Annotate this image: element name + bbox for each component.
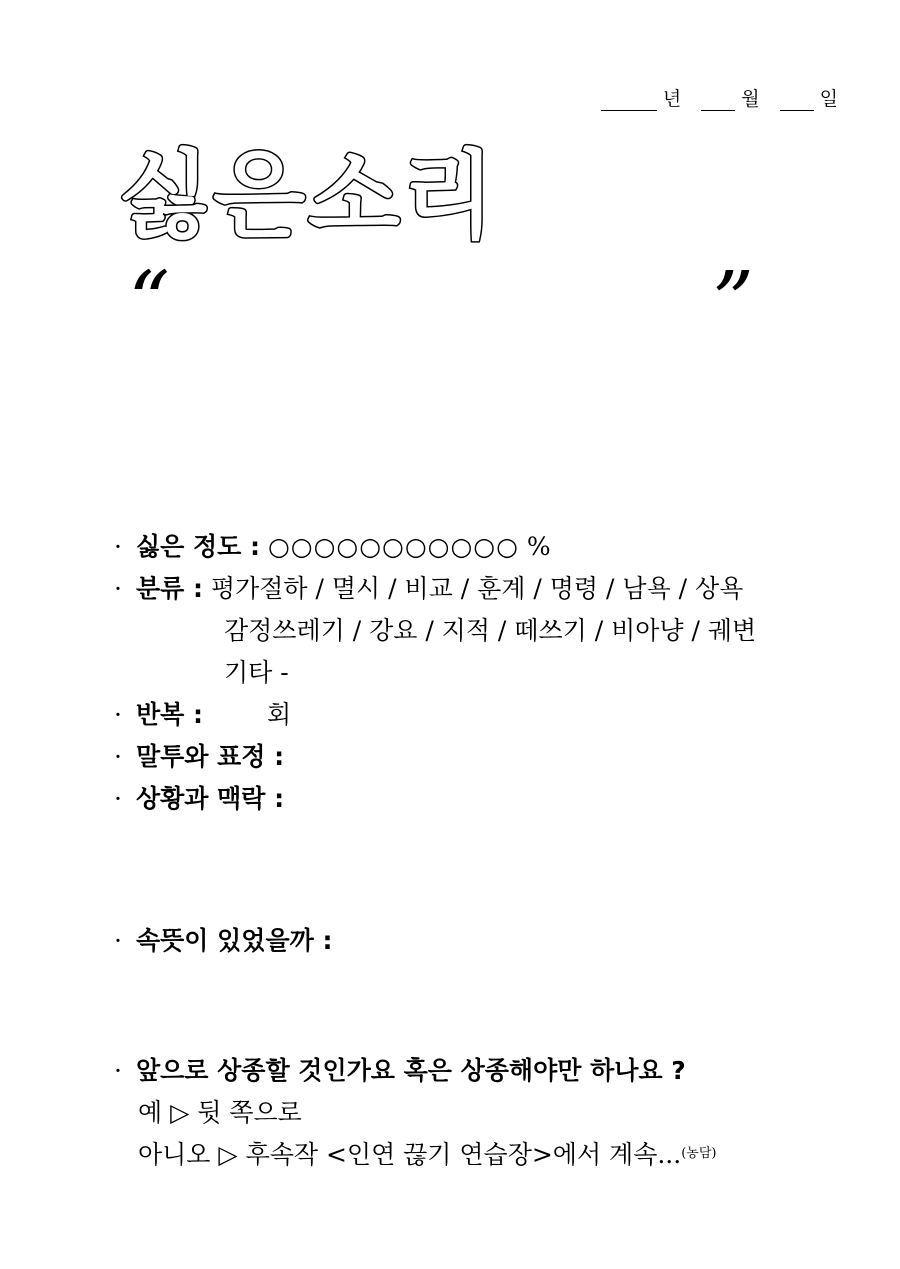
category-label: 분류 : <box>136 574 204 603</box>
degree-circles[interactable]: ○○○○○○○○○○○ <box>267 532 519 561</box>
page-title: 싫은소리 <box>118 140 497 252</box>
category-other[interactable]: 기타 - <box>224 658 289 687</box>
repeat-label: 반복 : <box>136 700 204 729</box>
bullet: · <box>114 926 122 955</box>
future-no-option[interactable]: 아니오 ▷ 후속작 <인연 끊기 연습장>에서 계속... <box>138 1140 682 1169</box>
context-row <box>114 786 284 811</box>
context-label: 상황과 맥락 : <box>136 784 285 813</box>
month-blank[interactable] <box>701 92 735 111</box>
degree-row <box>114 534 551 559</box>
intent-label: 속뜻이 있었을까 : <box>136 926 333 955</box>
open-quote-mark: “ <box>128 255 170 350</box>
bullet: · <box>114 742 122 771</box>
future-no-option-row <box>138 1142 716 1167</box>
day-label: 일 <box>819 88 838 110</box>
future-yes-option[interactable]: 예 ▷ 뒷 쪽으로 <box>138 1098 302 1127</box>
bullet: · <box>114 1056 122 1085</box>
bullet: · <box>114 574 122 603</box>
month-label: 월 <box>741 88 760 110</box>
repeat-row <box>114 702 291 727</box>
tone-label: 말투와 표정 : <box>136 742 285 771</box>
bullet: · <box>114 532 122 561</box>
future-row <box>114 1058 686 1083</box>
degree-label: 싫은 정도 : <box>136 532 261 561</box>
category-options-line-2[interactable]: 감정쓰레기 / 강요 / 지적 / 떼쓰기 / 비아냥 / 궤변 <box>224 616 757 645</box>
intent-row <box>114 928 332 953</box>
future-question: 앞으로 상종할 것인가요 혹은 상종해야만 하나요 ? <box>136 1056 686 1085</box>
year-label: 년 <box>662 88 682 110</box>
degree-unit: % <box>526 532 551 561</box>
joke-note: (농담) <box>681 1146 717 1161</box>
date-line <box>601 84 838 111</box>
category-options-line-1[interactable]: 평가절하 / 멸시 / 비교 / 훈계 / 명령 / 남욕 / 상욕 <box>210 574 744 603</box>
year-blank[interactable] <box>601 92 657 111</box>
close-quote-mark: ” <box>712 255 754 350</box>
day-blank[interactable] <box>780 92 814 111</box>
bullet: · <box>114 700 122 729</box>
repeat-unit: 회 <box>266 700 292 729</box>
category-row <box>114 576 743 601</box>
tone-row <box>114 744 284 769</box>
bullet: · <box>114 784 122 813</box>
